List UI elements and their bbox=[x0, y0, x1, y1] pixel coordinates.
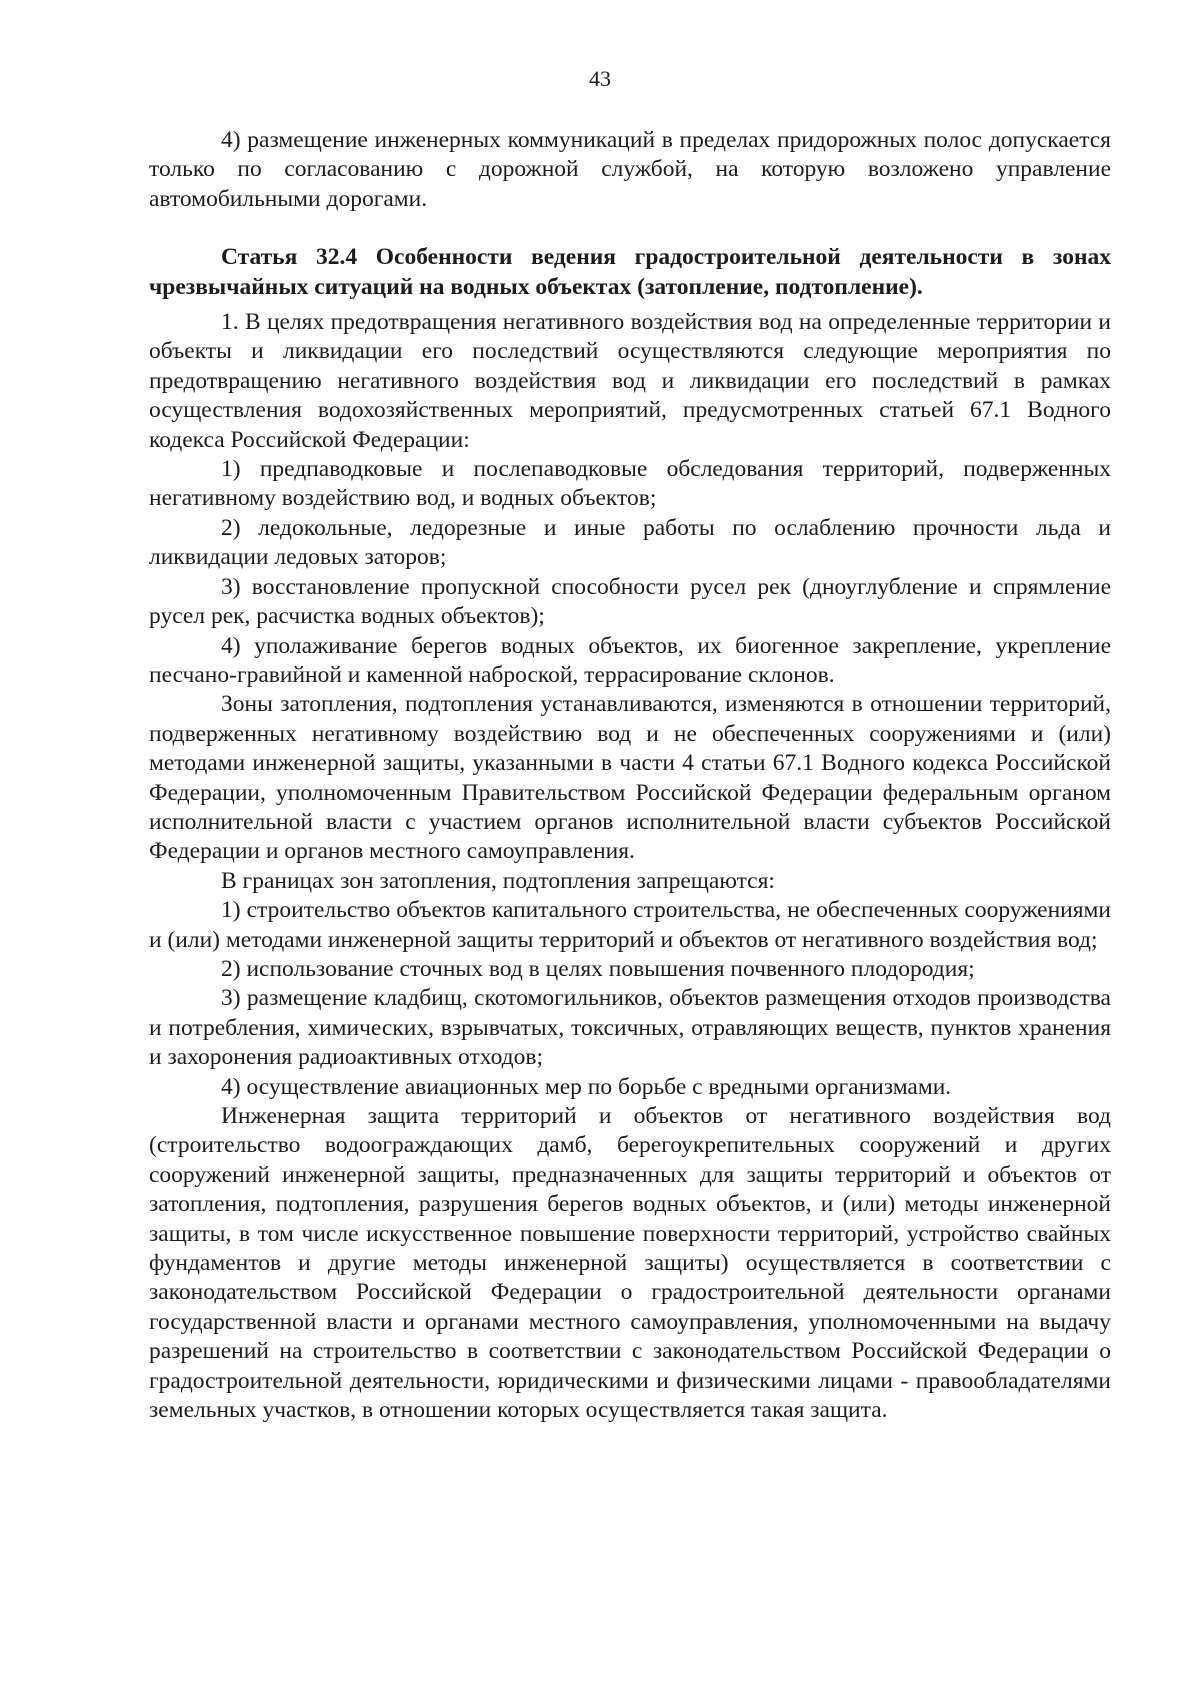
paragraph: 4) размещение инженерных коммуникаций в пределах придорожных полос допускается только по согласованию с дорожной службой, на которую возложено управление автомобильными дорогами. bbox=[149, 127, 1111, 212]
paragraph: Инженерная защита территорий и объектов от негативного воздействия вод (строительство водоограждающих дамб, берегоукрепительных сооружений и других сооружений инженерной защиты, предназначенных для защиты территорий и объектов от затопления, подтопления, разрушения берегов водных объектов, и (или) методы инженерной защиты, в том числе искусственное повышение поверхности территорий, устройство свайных фундаментов и другие методы инженерной защиты) осуществляется в соответствии с законодательством Российской Федерации о градостроительной деятельности органами государственной власти и органами местного самоуправления, уполномоченными на выдачу разрешений на строительство в соответствии с законодательством Российской Федерации о градостроительной деятельности, юридическими и физическими лицами - правообладателями земельных участков, в отношении которых осуществляется такая защита. bbox=[149, 1103, 1111, 1424]
list-item: 2) использование сточных вод в целях повышения почвенного плодородия; bbox=[221, 955, 975, 982]
article-heading: Статья 32.4 Особенности ведения градостроительной деятельности в зонах чрезвычайных ситуаций на водных объектах (затопление, подтопление). bbox=[149, 244, 1111, 300]
document-body bbox=[149, 126, 1111, 1425]
list-item: 4) уполаживание берегов водных объектов, их биогенное закрепление, укрепление песчано-гравийной и каменной наброской, террасирование склонов. bbox=[149, 632, 1111, 688]
paragraph: В границах зон затопления, подтопления запрещаются: bbox=[221, 867, 775, 894]
page-number: 43 bbox=[589, 66, 611, 91]
list-item: 1) предпаводковые и послепаводковые обследования территорий, подверженных негативному воздействию вод, и водных объектов; bbox=[149, 456, 1111, 512]
list-item: 1) строительство объектов капитального строительства, не обеспеченных сооружениями и (или) методами инженерной защиты территорий и объектов от негативного воздействия вод; bbox=[149, 897, 1111, 953]
list-item: 3) восстановление пропускной способности русел рек (дноуглубление и спрямление русел рек, расчистка водных объектов); bbox=[149, 573, 1111, 630]
list-item: 3) размещение кладбищ, скотомогильников, объектов размещения отходов производства и потребления, химических, взрывчатых, токсичных, отравляющих веществ, пунктов хранения и захоронения радиоактивных отходов; bbox=[149, 985, 1111, 1071]
list-item: 2) ледокольные, ледорезные и иные работы по ослаблению прочности льда и ликвидации ледовых заторов; bbox=[149, 514, 1111, 571]
list-item: 4) осуществление авиационных мер по борьбе с вредными организмами. bbox=[221, 1073, 952, 1100]
paragraph: 1. В целях предотвращения негативного воздействия вод на определенные территории и объекты и ликвидации его последствий осуществляются следующие мероприятия по предотвращению негативного воздействия вод и ликвидации его последствий в рамках осуществления водохозяйственных мероприятий, предусмотренных статьей 67.1 Водного кодекса Российской Федерации: bbox=[149, 309, 1111, 453]
paragraph: Зоны затопления, подтопления устанавливаются, изменяются в отношении территорий, подверженных негативному воздействию вод и не обеспеченных сооружениями и (или) методами инженерной защиты, указанными в части 4 статьи 67.1 Водного кодекса Российской Федерации, уполномоченным Правительством Российской Федерации федеральным органом исполнительной власти с участием органов исполнительной власти субъектов Российской Федерации и органов местного самоуправления. bbox=[149, 691, 1111, 865]
